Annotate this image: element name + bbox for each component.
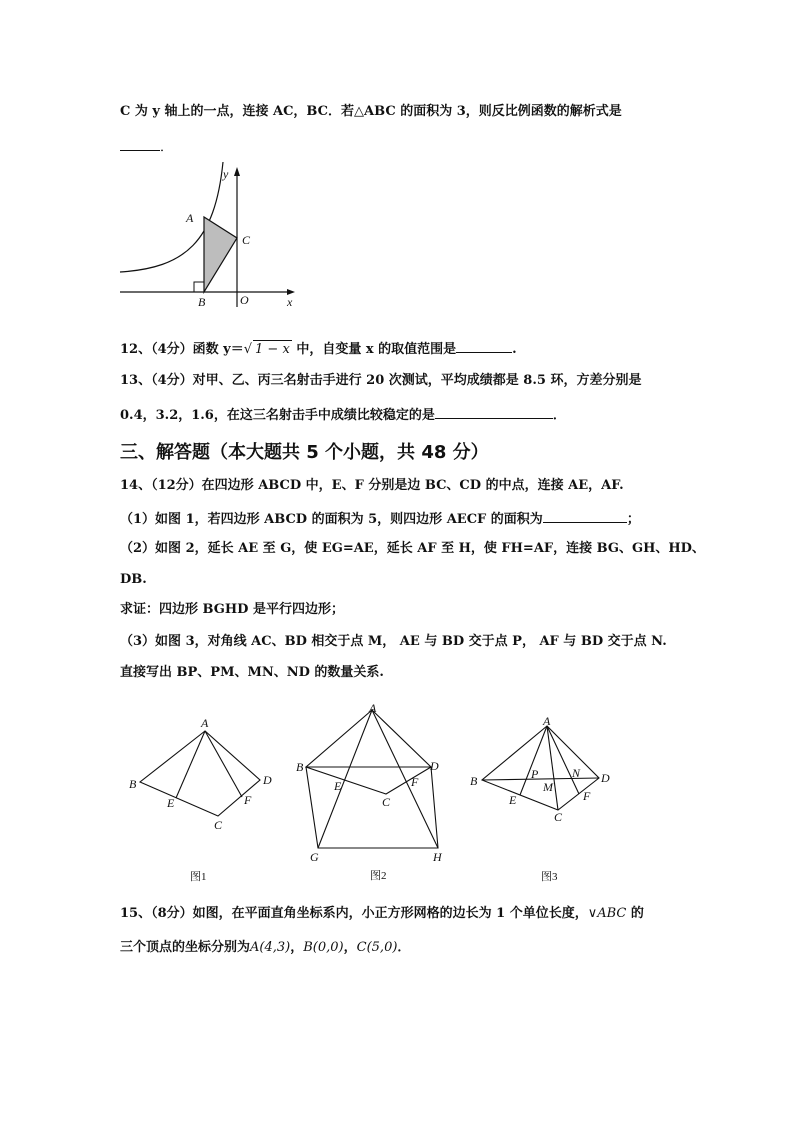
- label-b: B: [296, 760, 304, 774]
- triangle-abc: [204, 217, 237, 292]
- caption-fig1: 图1: [190, 871, 207, 883]
- label-a: A: [201, 716, 209, 730]
- q11-figure: [115, 162, 315, 312]
- label-m: M: [543, 780, 553, 794]
- q12-function-y: y＝: [223, 342, 244, 357]
- label-d: D: [601, 771, 610, 785]
- q13-line1: 13、（4分）对甲、乙、丙三名射击手进行 20 次测试，平均成绩都是 8.5 环，方差分别是: [120, 373, 642, 388]
- segment-ag: [318, 710, 372, 848]
- q15-line1-tail: 的: [626, 906, 644, 921]
- label-e: E: [509, 793, 517, 807]
- label-e: E: [167, 796, 175, 810]
- label-o: O: [240, 293, 249, 307]
- q12-radicand: 1 − x: [255, 342, 290, 357]
- q14-part3a: （3）如图 3，对角线 AC、BD 相交于点 M， AE 与 BD 交于点 P， AF 与 BD 交于点 N.: [120, 634, 667, 649]
- label-c: C: [242, 233, 251, 247]
- segment-af: [205, 731, 242, 797]
- label-x: x: [287, 295, 293, 309]
- q12-mid: 中，自变量 x 的取值范围是: [291, 342, 457, 357]
- q15-sep: ，: [343, 940, 357, 955]
- q12-text: 12、（4分）函数 y＝√ 1 − x 中，自变量 x 的取值范围是 .: [120, 338, 517, 359]
- label-p: P: [531, 767, 539, 781]
- q15-line2: [120, 939, 410, 957]
- label-d: D: [430, 759, 439, 773]
- q11-answer-line: [120, 136, 173, 157]
- diagonal-bd: [482, 778, 599, 780]
- answer-blank: [435, 404, 553, 419]
- q12-tail: .: [512, 342, 517, 357]
- answer-blank: [543, 508, 627, 523]
- quad-abcd: [482, 726, 599, 810]
- label-a: A: [543, 714, 551, 728]
- q14-line1: 14、（12分）在四边形 ABCD 中，E、F 分别是边 BC、CD 的中点，连接 AE，AF.: [120, 478, 624, 493]
- right-angle-mark: [194, 282, 204, 292]
- q15-end: ．: [397, 940, 411, 955]
- label-f: F: [583, 789, 591, 803]
- q11-tail: ．: [160, 140, 174, 155]
- label-b: B: [198, 295, 206, 309]
- q14-part1-text: （1）如图 1，若四边形 ABCD 的面积为 5，则四边形 AECF 的面积为: [120, 512, 543, 527]
- figure-3: [465, 712, 635, 892]
- q14-part2b: DB.: [120, 572, 147, 587]
- answer-blank: [120, 136, 160, 151]
- q11-text: C 为 y 轴上的一点，连接 AC，BC．若△ABC 的面积为 3，则反比例函数的解析式是: [120, 104, 622, 119]
- label-c: C: [214, 818, 223, 832]
- caption-fig3: 图3: [541, 871, 558, 883]
- label-c: C: [554, 810, 563, 824]
- q13-tail: ．: [552, 408, 566, 423]
- q14-part2a: （2）如图 2，延长 AE 至 G，使 EG=AE，延长 AF 至 H，使 FH=AF，连接 BG、GH、HD、: [120, 541, 705, 556]
- q15-point-c: C(5,0): [356, 940, 398, 955]
- label-f: F: [244, 793, 252, 807]
- q15-sep: ，: [290, 940, 304, 955]
- caption-fig2: 图2: [370, 870, 387, 882]
- label-b: B: [470, 774, 478, 788]
- label-a: A: [186, 211, 194, 225]
- q14-part1-tail: ；: [626, 512, 640, 527]
- answer-blank: [456, 338, 512, 353]
- y-axis-arrow: [234, 167, 240, 176]
- segment-ah: [372, 710, 438, 848]
- label-a: A: [369, 701, 377, 715]
- label-y: y: [223, 167, 229, 181]
- label-e: E: [334, 779, 342, 793]
- label-b: B: [129, 777, 137, 791]
- q15-line2-prefix: 三个顶点的坐标分别为: [120, 940, 251, 955]
- q14-part3b: 直接写出 BP、PM、MN、ND 的数量关系.: [120, 665, 384, 680]
- q15-triangle: ∨ABC: [587, 906, 627, 921]
- label-h: H: [433, 850, 442, 864]
- label-f: F: [411, 775, 419, 789]
- q15-point-a: A(4,3): [250, 940, 291, 955]
- label-d: D: [263, 773, 272, 787]
- q15-point-b: B(0,0): [303, 940, 344, 955]
- figure-1: [120, 712, 290, 892]
- section-heading: 三、解答题（本大题共 5 个小题，共 48 分）: [120, 442, 489, 463]
- q14-part1: [120, 508, 640, 529]
- label-c: C: [382, 795, 391, 809]
- figure-2: [290, 700, 460, 890]
- q13-line2-text: 0.4，3.2，1.6，在这三名射击手中成绩比较稳定的是: [120, 408, 435, 423]
- q15-line1-prefix: 15、（8分）如图，在平面直角坐标系内，小正方形网格的边长为 1 个单位长度，: [120, 906, 588, 921]
- q14-prove: 求证：四边形 BGHD 是平行四边形；: [120, 602, 344, 617]
- label-n: N: [572, 766, 581, 780]
- segment-ae: [176, 731, 205, 798]
- label-g: G: [310, 850, 319, 864]
- q15-line1: [120, 905, 644, 923]
- q13-line2: [120, 404, 566, 425]
- q12-prefix: 12、（4分）函数: [120, 342, 224, 357]
